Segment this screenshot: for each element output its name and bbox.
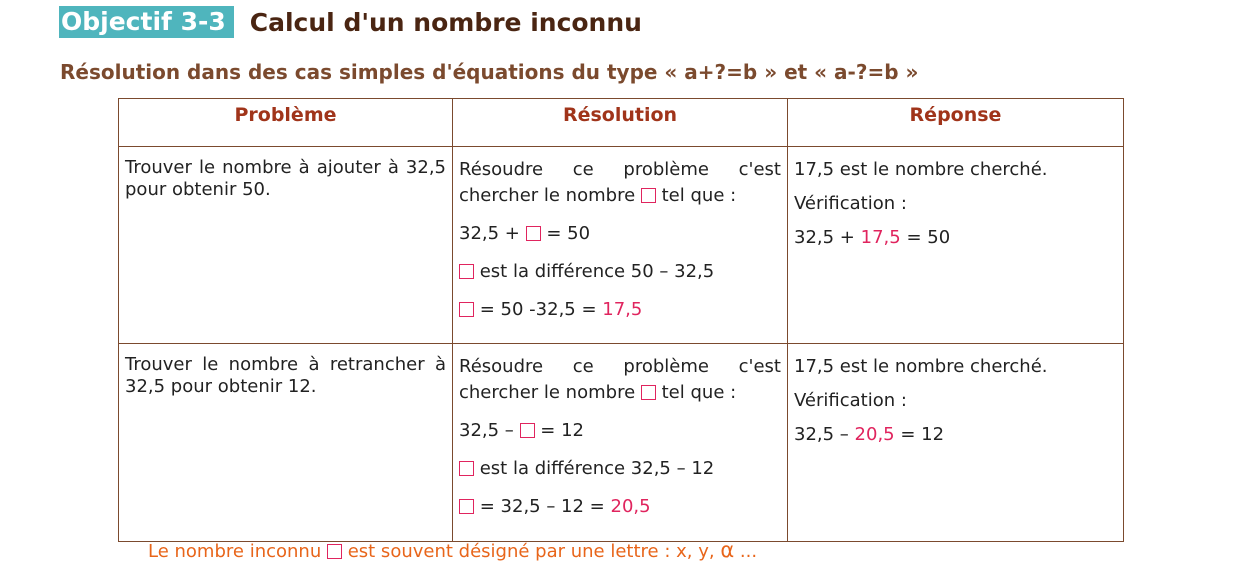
resolution-intro-text: Résoudre ce problème c'est chercher le nombre — [459, 159, 781, 206]
calculation-text: = 32,5 – 12 = — [479, 496, 605, 517]
resolution-table — [118, 98, 1124, 542]
probleme-cell: Trouver le nombre à ajouter à 32,5 pour obtenir 50. — [119, 147, 453, 344]
verification-line — [794, 422, 1117, 448]
calculation-text: = 50 -32,5 = — [479, 299, 597, 320]
difference-text: est la différence 50 – 32,5 — [479, 261, 715, 282]
unknown-box-icon — [459, 461, 474, 476]
unknown-box-icon — [459, 264, 474, 279]
column-header-resolution: Résolution — [453, 99, 788, 147]
table-row — [119, 344, 1124, 542]
unknown-box-icon — [526, 226, 541, 241]
difference-text: est la différence 32,5 – 12 — [479, 458, 715, 479]
calculation-line — [459, 297, 781, 323]
reponse-cell — [788, 344, 1124, 542]
calculation-result: 17,5 — [602, 299, 643, 320]
difference-line — [459, 259, 781, 285]
equation-right: = 50 — [546, 223, 591, 244]
verification-value: 17,5 — [860, 227, 901, 248]
equation-left: 32,5 + — [459, 223, 520, 244]
reponse-cell — [788, 147, 1124, 344]
difference-line — [459, 456, 781, 482]
resolution-cell — [453, 147, 788, 344]
equation-left: 32,5 – — [459, 420, 514, 441]
equation-right: = 12 — [540, 420, 584, 441]
column-header-probleme: Problème — [119, 99, 453, 147]
verification-right: = 50 — [906, 227, 951, 248]
equation-line — [459, 418, 781, 444]
footnote — [148, 538, 757, 562]
objective-badge: Objectif 3-3 — [59, 6, 234, 38]
resolution-intro-text: Résoudre ce problème c'est chercher le nombre — [459, 356, 781, 403]
unknown-box-icon — [459, 499, 474, 514]
verification-right: = 12 — [900, 424, 945, 445]
unknown-box-icon — [520, 423, 535, 438]
resolution-cell — [453, 344, 788, 542]
calculation-result: 20,5 — [610, 496, 651, 517]
table-header-row — [119, 99, 1124, 147]
unknown-box-icon — [459, 302, 474, 317]
footnote-ellipsis: ... — [739, 541, 758, 562]
calculation-line — [459, 494, 781, 520]
verification-left: 32,5 + — [794, 227, 855, 248]
footnote-text-middle: est souvent désigné par une lettre : x, y, — [347, 541, 715, 562]
title-row — [59, 4, 642, 40]
section-subtitle: Résolution dans des cas simples d'équations du type « a+?=b » et « a-?=b » — [60, 60, 919, 84]
probleme-cell: Trouver le nombre à retrancher à 32,5 pour obtenir 12. — [119, 344, 453, 542]
verification-label: Vérification : — [794, 390, 907, 411]
equation-line — [459, 221, 781, 247]
page-title: Calcul d'un nombre inconnu — [249, 7, 642, 37]
alpha-symbol: α — [720, 538, 735, 562]
answer-line: 17,5 est le nombre cherché. — [794, 356, 1048, 377]
column-header-reponse: Réponse — [788, 99, 1124, 147]
footnote-text-start: Le nombre inconnu — [148, 541, 322, 562]
verification-left: 32,5 – — [794, 424, 849, 445]
resolution-intro-end: tel que : — [661, 185, 737, 206]
verification-line — [794, 225, 1117, 251]
resolution-intro — [459, 157, 781, 209]
verification-value: 20,5 — [854, 424, 895, 445]
table-row — [119, 147, 1124, 344]
unknown-box-icon — [641, 188, 656, 203]
answer-line: 17,5 est le nombre cherché. — [794, 159, 1048, 180]
verification-label: Vérification : — [794, 193, 907, 214]
unknown-box-icon — [641, 385, 656, 400]
unknown-box-icon — [327, 544, 342, 559]
resolution-intro-end: tel que : — [661, 382, 737, 403]
resolution-intro — [459, 354, 781, 406]
